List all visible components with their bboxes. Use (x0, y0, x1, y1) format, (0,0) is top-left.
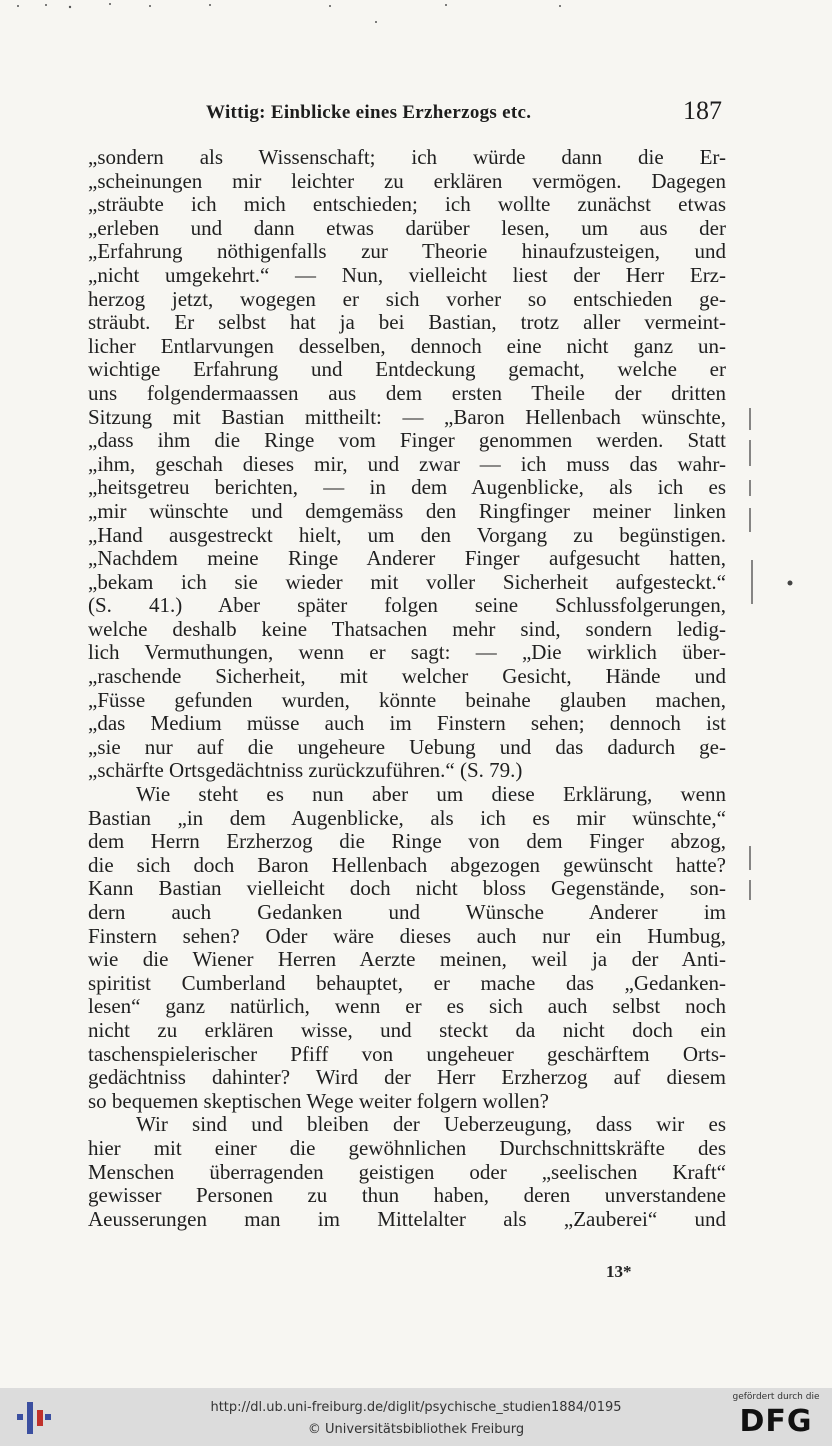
running-head: Wittig: Einblicke eines Erzherzogs etc. (206, 102, 532, 123)
text-line: taschenspielerischer Pfiff von ungeheuer geschärftem Orts- (88, 1042, 726, 1066)
text-line: „bekam ich sie wieder mit voller Sicherheit aufgesteckt.“ (88, 570, 726, 594)
text-line: „nicht umgekehrt.“ — Nun, vielleicht liest der Herr Erz- (88, 263, 726, 287)
text-line: dern auch Gedanken und Wünsche Anderer im (88, 901, 726, 924)
text-line: die sich doch Baron Hellenbach abgezogen gewünscht hatte? (88, 853, 726, 877)
text-line: spiritist Cumberland behauptet, er mache das „Gedanken- (88, 971, 726, 995)
paragraph-start-line: Wie steht es nun aber um diese Erklärung, wenn (136, 783, 726, 807)
text-line: „dass ihm die Ringe vom Finger genommen werden. Statt (88, 429, 726, 453)
text-line: herzog jetzt, wogegen er sich vorher so entschieden ge- (88, 287, 726, 311)
text-line: „Hand ausgestreckt hielt, um den Vorgang zu begünstigen. (88, 523, 726, 547)
source-url-link[interactable]: http://dl.ub.uni-freiburg.de/diglit/psychische_studien1884/0195 (210, 1400, 622, 1415)
text-line: gewisser Personen zu thun haben, deren unverstandene (88, 1184, 726, 1208)
text-line: lesen“ ganz natürlich, wenn er es sich auch selbst noch (88, 995, 726, 1019)
text-line: sträubt. Er selbst hat ja bei Bastian, trotz aller vermeint- (88, 311, 726, 335)
text-line: „sträubte ich mich entschieden; ich wollte zunächst etwas (88, 193, 726, 217)
text-line: „erleben und dann etwas darüber lesen, um aus der (88, 216, 726, 240)
page-header (88, 96, 728, 130)
text-line: (S. 41.) Aber später folgen seine Schlussfolgerungen, (88, 594, 726, 618)
text-line: so bequemen skeptischen Wege weiter folgern wollen? (88, 1089, 549, 1113)
text-line: uns folgendermaassen aus dem ersten Theile der dritten (88, 381, 726, 405)
sponsor-caption: gefördert durch die (732, 1392, 820, 1402)
copyright-text: © Universitätsbibliothek Freiburg (307, 1422, 525, 1437)
text-line: licher Entlarvungen desselben, dennoch eine nicht ganz un- (88, 334, 726, 358)
text-line: welche deshalb keine Thatsachen mehr sind, sondern ledig- (88, 617, 726, 641)
text-line: „mir wünschte und demgemäss den Ringfinger meiner linken (88, 499, 726, 523)
text-line: lich Vermuthungen, wenn er sagt: — „Die wirklich über- (88, 641, 726, 665)
body-text (88, 146, 726, 1231)
text-line: Menschen überragenden geistigen oder „seelischen Kraft“ (88, 1160, 726, 1184)
text-line: Bastian „in dem Augenblicke, als ich es mir wünschte,“ (88, 806, 726, 830)
text-line: wichtige Erfahrung und Entdeckung gemacht, welche er (88, 358, 726, 382)
text-line: dem Herrn Erzherzog die Ringe von dem Finger abzog, (88, 830, 726, 854)
text-line: Finstern sehen? Oder wäre dieses auch nur ein Humbug, (88, 924, 726, 948)
margin-pencil-marks (740, 400, 810, 940)
text-line: „sie nur auf die ungeheure Uebung und das dadurch ge- (88, 735, 726, 759)
text-line: hier mit einer die gewöhnlichen Durchschnittskräfte des (88, 1136, 726, 1160)
text-line: „heitsgetreu berichten, — in dem Augenblicke, als ich es (88, 476, 726, 500)
text-line: „schärfte Ortsgedächtniss zurückzuführen.“ (S. 79.) (88, 759, 523, 783)
text-line: „ihm, geschah dieses mir, und zwar — ich muss das wahr- (88, 452, 726, 476)
dfg-logo: DFG (739, 1404, 813, 1439)
page-number: 187 (683, 96, 722, 125)
dfg-sponsor (730, 1392, 822, 1442)
footer-bar (0, 1388, 832, 1446)
text-line: „Füsse gefunden wurden, könnte beinahe glauben machen, (88, 688, 726, 712)
text-line: Sitzung mit Bastian mittheilt: — „Baron Hellenbach wünschte, (88, 405, 726, 429)
scan-specks-decoration (0, 0, 832, 30)
text-line: gedächtniss dahinter? Wird der Herr Erzherzog auf diesem (88, 1066, 726, 1090)
text-line: nicht zu erklären wisse, und steckt da nicht doch ein (88, 1018, 726, 1042)
signature-mark: 13* (606, 1262, 632, 1281)
text-line: „sondern als Wissenschaft; ich würde dann die Er- (88, 146, 726, 169)
paragraph-start-line: Wir sind und bleiben der Ueberzeugung, dass wir es (136, 1113, 726, 1137)
text-line: „Nachdem meine Ringe Anderer Finger aufgesucht hatten, (88, 547, 726, 571)
text-line: Aeusserungen man im Mittelalter als „Zauberei“ und (88, 1207, 726, 1231)
text-line: „Erfahrung nöthigenfalls zur Theorie hinaufzusteigen, und (88, 240, 726, 264)
text-line: „das Medium müsse auch im Finstern sehen; dennoch ist (88, 712, 726, 736)
text-line: „scheinungen mir leichter zu erklären vermögen. Dagegen (88, 169, 726, 193)
text-line: wie die Wiener Herren Aerzte meinen, weil ja der Anti- (88, 948, 726, 972)
text-line: „raschende Sicherheit, mit welcher Gesicht, Hände und (88, 665, 726, 689)
text-line: Kann Bastian vielleicht doch nicht bloss Gegenstände, son- (88, 877, 726, 901)
